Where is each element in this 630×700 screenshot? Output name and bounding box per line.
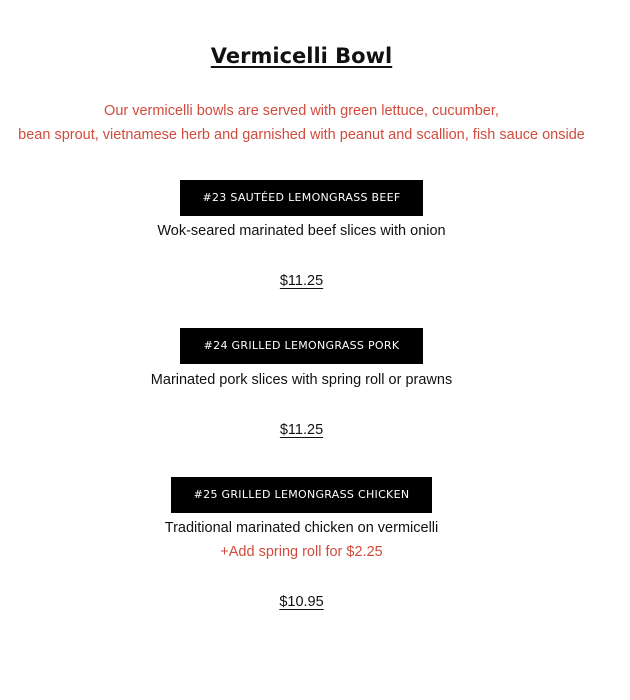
intro-line-2: bean sprout, vietnamese herb and garnished with peanut and scallion, fish sauce onside bbox=[18, 127, 585, 143]
section-title: Vermicelli Bowl bbox=[210, 44, 393, 68]
menu-item-price: $10.95 bbox=[279, 594, 324, 610]
menu-item-addon: +Add spring roll for $2.25 bbox=[220, 544, 383, 560]
menu-item-price: $11.25 bbox=[279, 273, 324, 289]
intro-line-1: Our vermicelli bowls are served with green lettuce, cucumber, bbox=[104, 103, 499, 119]
section-intro bbox=[0, 99, 603, 147]
menu-item-name: #23 SAUTÉED LEMONGRASS BEEF bbox=[180, 180, 423, 216]
menu-item-description: Marinated pork slices with spring roll or prawns bbox=[150, 372, 453, 388]
menu-item-description: Traditional marinated chicken on vermicelli bbox=[164, 520, 439, 536]
menu-item-name: #25 GRILLED LEMONGRASS CHICKEN bbox=[171, 477, 432, 513]
menu-item-description: Wok-seared marinated beef slices with onion bbox=[157, 223, 446, 239]
menu-item-name: #24 GRILLED LEMONGRASS PORK bbox=[180, 328, 423, 364]
menu-item-price: $11.25 bbox=[279, 422, 324, 438]
